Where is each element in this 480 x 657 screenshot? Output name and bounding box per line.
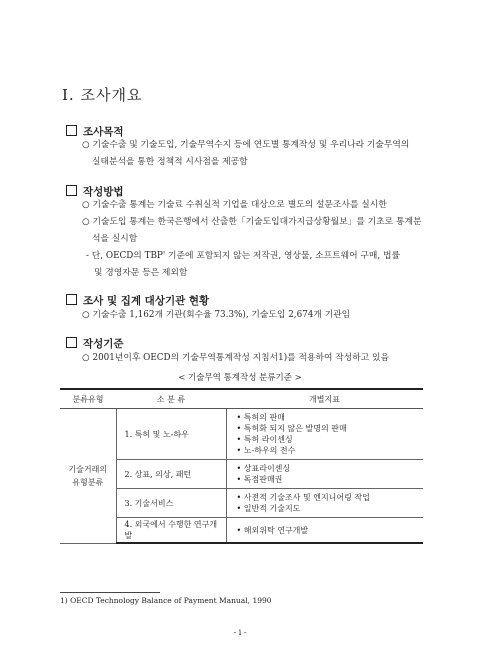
indicator-item: • 노-하우의 전수 — [236, 446, 296, 455]
indicator-cell — [226, 460, 423, 489]
section-target-heading: 조사 및 집계 대상기관 현황 — [66, 293, 209, 308]
classification-table — [60, 388, 423, 544]
indicator-item: • 해외위탁 연구개발 — [236, 525, 309, 535]
table-row — [60, 409, 423, 460]
indicator-item: • 독점판매권 — [236, 475, 283, 484]
table-header-row — [60, 389, 423, 409]
text-line: 및 경영자문 등은 제외함 — [94, 268, 188, 278]
indicator-item: • 일반적 기술지도 — [236, 504, 301, 513]
indicator-item: • 특허화 되지 않은 발명의 판매 — [236, 424, 347, 433]
table-header-cell: 개별지표 — [226, 389, 423, 409]
table-header-cell: 소 분 류 — [116, 389, 226, 409]
indicator-cell — [226, 489, 423, 518]
text-line: ○ 기술도입 통계는 한국은행에서 산출한「기술도입대가지급상황월보」를 기초로 통계분 — [82, 217, 422, 227]
group-type-cell: 기술거래의 유형분류 — [60, 409, 116, 544]
checkbox-square-icon — [66, 125, 77, 136]
footnote: 1) OECD Technology Balance of Payment Manual, 1990 — [60, 596, 272, 605]
section-method-heading: 작성방법 — [66, 184, 124, 199]
subcategory-cell: 2. 상표, 의상, 패턴 — [116, 460, 226, 489]
text-line: ○ 2001년이후 OECD의 기술무역통계작성 지침서1)를 적용하여 작성하고 있음 — [82, 353, 390, 363]
page-title: Ⅰ. 조사개요 — [62, 86, 143, 104]
section-target-text — [82, 307, 350, 324]
section-purpose-heading: 조사목적 — [66, 124, 124, 139]
indicator-item: • 상표라이센싱 — [236, 464, 291, 473]
text-line: - 단, OECD의 TBP' 기준에 포함되지 않는 저작권, 영상물, 소프트웨어 구매, 법률 — [86, 251, 400, 261]
table-header-cell: 분류유형 — [60, 389, 116, 409]
indicator-cell — [226, 518, 423, 544]
text-line: 석을 실시함 — [92, 234, 138, 244]
footnote-divider — [60, 592, 160, 593]
text-line: ○ 기술수출 통계는 기술료 수취실적 기업을 대상으로 별도의 설문조사를 실시한 — [82, 200, 387, 210]
checkbox-square-icon — [66, 294, 77, 305]
subcategory-cell: 1. 특허 및 노-하우 — [116, 409, 226, 460]
subcategory-cell: 4. 외국에서 수행한 연구개발 — [116, 518, 226, 544]
indicator-cell — [226, 409, 423, 460]
indicator-item: • 특허의 판매 — [236, 413, 285, 422]
section-standard-heading: 작성기준 — [66, 336, 124, 351]
indicator-item: • 사전적 기술조사 및 엔지니어링 작업 — [236, 493, 370, 502]
section-method-text — [82, 197, 421, 282]
page-number: - i - — [233, 628, 247, 637]
table-caption: < 기술무역 통계작성 분류기준 > — [178, 373, 302, 383]
checkbox-square-icon — [66, 337, 77, 348]
text-line: ○ 기술수출 및 기술도입, 기술무역수지 등에 연도별 통계작성 및 우리나라 기술무역의 — [82, 140, 410, 150]
section-standard-text — [82, 350, 389, 367]
checkbox-square-icon — [66, 185, 77, 196]
subcategory-cell: 3. 기술서비스 — [116, 489, 226, 518]
section-purpose-text — [82, 137, 409, 171]
text-line: 실태분석을 통한 정책적 시사점을 제공함 — [92, 157, 248, 167]
indicator-item: • 특허 라이센싱 — [236, 435, 293, 444]
text-line: ○ 기술수출 1,162개 기관(회수율 73.3%), 기술도입 2,674개 기관임 — [82, 310, 351, 320]
